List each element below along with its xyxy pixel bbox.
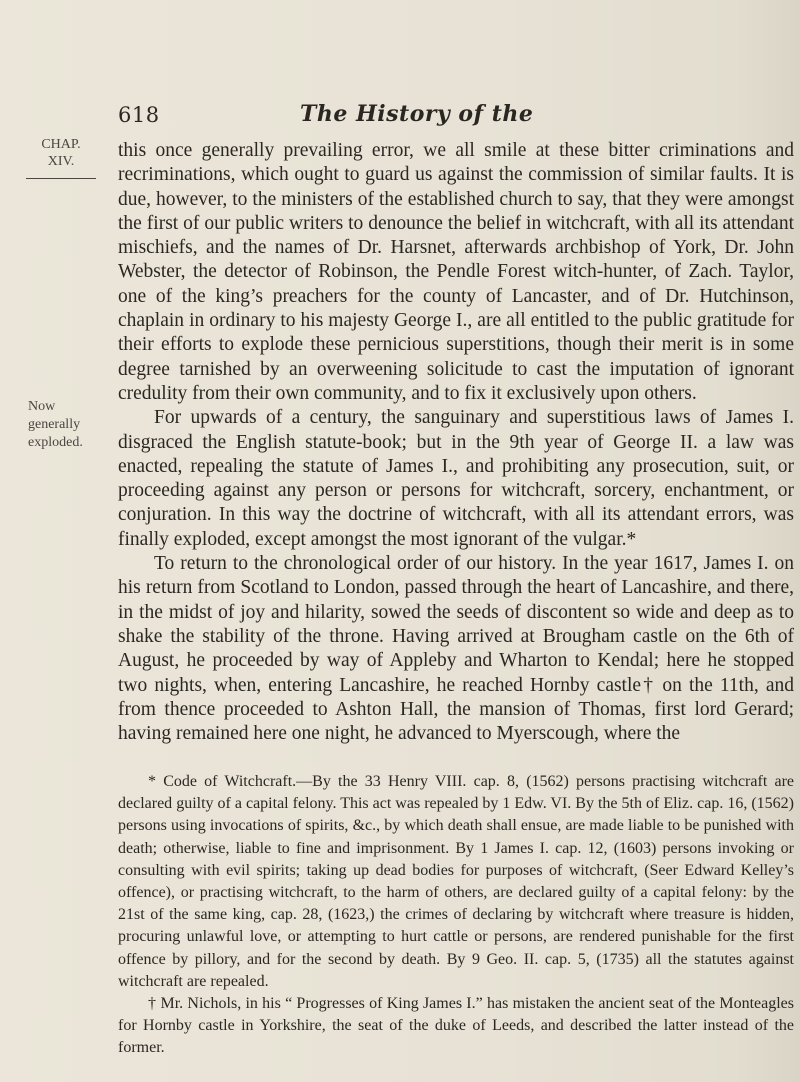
chapter-number: XIV.: [47, 154, 75, 169]
side-note: Now generally exploded.: [28, 399, 83, 450]
page-number: 618: [118, 103, 160, 127]
paragraph-3: To return to the chronological order of our history. In the year 1617, James I. on his return from Scotland to London, passed through the heart of Lancashire, and there, in the midst of joy and hilarity, sowed the seeds of discontent so wide and deep as to shake the stability of the throne. Having arrived at Brougham castle on the 6th of August, he proceeded by way of Appleby and Wharton to Kendal; here he stopped two nights, when, entering Lancashire, he reached Hornby castle† on the 11th, and from thence proceeded to Ashton Hall, the mansion of Thomas, first lord Gerard; having remained here one night, he advanced to Myerscough, where the: [118, 553, 794, 745]
paragraph-2: For upwards of a century, the sanguinary and superstitious laws of James I. disgraced the English statute-book; but in the 9th year of George II. a law was enacted, repealing the statute of James I., and prohibiting any prosecution, suit, or proceeding against any person or persons for witchcraft, sorcery, enchantment, or conjuration. In this way the doctrine of witchcraft, with all its attendant errors, was finally exploded, except amongst the most ignorant of the vulgar.*: [118, 407, 794, 550]
footnote-witchcraft-code: * Code of Witchcraft.—By the 33 Henry VIII. cap. 8, (1562) persons practising witchcraft are declared guilty of a capital felony. This act was repealed by 1 Edw. VI. By the 5th of Eliz. cap. 16, (1562) persons using invocations of spirits, &c., by which death shall ensue, are made liable to be punished with death; otherwise, liable to fine and imprisonment. By 1 James I. cap. 12, (1603) persons invoking or consulting with evil spirits; taking up dead bodies for purposes of witchcraft, (Seer Edward Kelley’s offence), or practising witchcraft, to the harm of others, are declared guilty of a capital felony: by the 21st of the same king, cap. 28, (1623,) the crimes of declaring by witchcraft where treasure is hidden, procuring unlawful love, or attempting to hurt cattle or persons, are rendered punishable for the first offence by pillory, and for the second by death. By 9 Geo. II. cap. 5, (1735) all the statutes against witchcraft are repealed.: [118, 773, 794, 990]
chapter-marker: [26, 136, 96, 170]
running-title: The History of the: [300, 101, 534, 127]
chapter-label: CHAP.: [41, 137, 81, 152]
footnotes: [118, 771, 794, 1060]
chapter-rule: [26, 178, 96, 179]
body-text: [118, 139, 794, 746]
footnote-nichols: † Mr. Nichols, in his “ Progresses of King James I.” has mistaken the ancient seat of the Monteagles for Hornby castle in Yorkshire, the seat of the duke of Leeds, and described the latter instead of the former.: [118, 995, 794, 1057]
paragraph-1: this once generally prevailing error, we all smile at these bitter criminations and recriminations, which ought to guard us against the commission of similar faults. It is due, however, to the ministers of the established church to say, that they were amongst the first of our public writers to denounce the belief in witchcraft, with all its attendant mischiefs, and the names of Dr. Harsnet, afterwards archbishop of York, Dr. John Webster, the detector of Robinson, the Pendle Forest witch-hunter, of Zach. Taylor, one of the king’s preachers for the county of Lancaster, and of Dr. Hutchinson, chaplain in ordinary to his majesty George I., are all entitled to the public gratitude for their efforts to explode these pernicious superstitions, though their merit is in some degree tarnished by an overweening solicitude to cast the imputation of ignorant credulity from their own community, and to fix it exclusively upon others.: [118, 140, 794, 404]
